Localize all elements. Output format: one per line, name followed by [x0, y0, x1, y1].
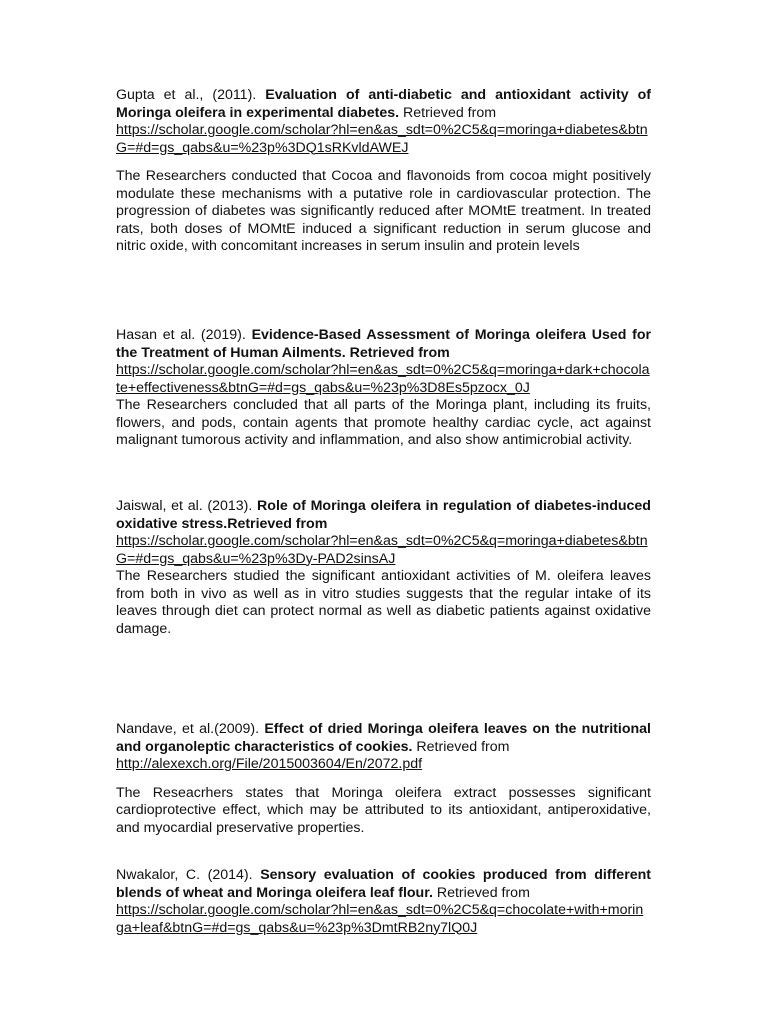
citation	[116, 87, 651, 157]
citation-url-link[interactable]: https://scholar.google.com/scholar?hl=en&as_sdt=0%2C5&q=moringa+diabetes&btnG=#d=gs_qabs&u=%23p%3DQ1sRKvldAWEJ	[116, 122, 648, 156]
citation-url-link[interactable]: https://scholar.google.com/scholar?hl=en&as_sdt=0%2C5&q=moringa+dark+chocolate+effectiveness&btnG=#d=gs_qabs&u=%23p%3D8Es5pzocx_0J	[116, 362, 650, 396]
citation-url-link[interactable]: https://scholar.google.com/scholar?hl=en&as_sdt=0%2C5&q=chocolate+with+moringa+leaf&btnG=#d=gs_qabs&u=%23p%3DmtRB2ny7lQ0J	[116, 902, 644, 936]
summary-paragraph: The Researchers studied the significant antioxidant activities of M. oleifera leaves from both in vivo as well as in vitro studies suggests that the regular intake of its leaves through diet can protect normal as well as diabetic patients against oxidative damage.	[116, 568, 651, 637]
citation-retrieved: Retrieved from	[416, 738, 510, 755]
citation-authors: Jaiswal, et al. (2013).	[116, 498, 253, 514]
citation-retrieved: Retrieved from	[436, 884, 530, 901]
reference-entry-nwakalor	[116, 867, 651, 937]
reference-entry-nandave	[116, 721, 651, 837]
citation-authors: Nandave, et al.(2009).	[116, 721, 260, 737]
citation-title: Role of Moringa oleifera in regulation of diabetes-induced oxidative stress.Retrieved from	[116, 498, 651, 532]
citation	[116, 867, 651, 937]
summary-paragraph: The Researchers conducted that Cocoa and flavonoids from cocoa might positively modulate these mechanisms with a putative role in cardiovascular protection. The progression of diabetes was significantly reduced after MOMtE treatment. In treated rats, both doses of MOMtE induced a significant reduction in serum glucose and nitric oxide, with concomitant increases in serum insulin and protein levels	[116, 168, 651, 254]
reference-entry-hasan	[116, 327, 651, 450]
reference-entry-gupta	[116, 87, 651, 256]
citation	[116, 498, 651, 568]
summary-paragraph: The Reseacrhers states that Moringa oleifera extract possesses significant cardioprotective effect, which may be attributed to its antioxidant, antiperoxidative, and myocardial preservative properties.	[116, 784, 651, 836]
citation-title: Evidence-Based Assessment of Moringa oleifera Used for the Treatment of Human Ailments. Retrieved from	[116, 327, 652, 361]
citation-url-link[interactable]: https://scholar.google.com/scholar?hl=en&as_sdt=0%2C5&q=moringa+diabetes&btnG=#d=gs_qabs&u=%23p%3Dy-PAD2sinsAJ	[116, 533, 648, 567]
citation-authors: Hasan et al. (2019).	[116, 327, 246, 343]
citation	[116, 721, 651, 774]
citation-retrieved: Retrieved from	[403, 104, 497, 121]
citation-authors: Gupta et al., (2011).	[116, 87, 257, 103]
citation-title: Effect of dried Moringa oleifera leaves on the nutritional and organoleptic characteristics of cookies.	[116, 721, 651, 755]
citation	[116, 327, 651, 397]
citation-url-link[interactable]: http://alexexch.org/File/2015003604/En/2072.pdf	[116, 756, 423, 772]
citation-title: Evaluation of anti-diabetic and antioxidant activity of Moringa oleifera in experimental diabetes.	[116, 87, 651, 121]
summary-paragraph: The Researchers concluded that all parts of the Moringa plant, including its fruits, flowers, and pods, contain agents that promote healthy cardiac cycle, act against malignant tumorous activity and inflammation, and also show antimicrobial activity.	[116, 397, 651, 448]
citation-title: Sensory evaluation of cookies produced from different blends of wheat and Moringa oleifera leaf flour.	[116, 867, 651, 901]
citation-authors: Nwakalor, C. (2014).	[116, 867, 253, 883]
reference-entry-jaiswal	[116, 498, 651, 638]
